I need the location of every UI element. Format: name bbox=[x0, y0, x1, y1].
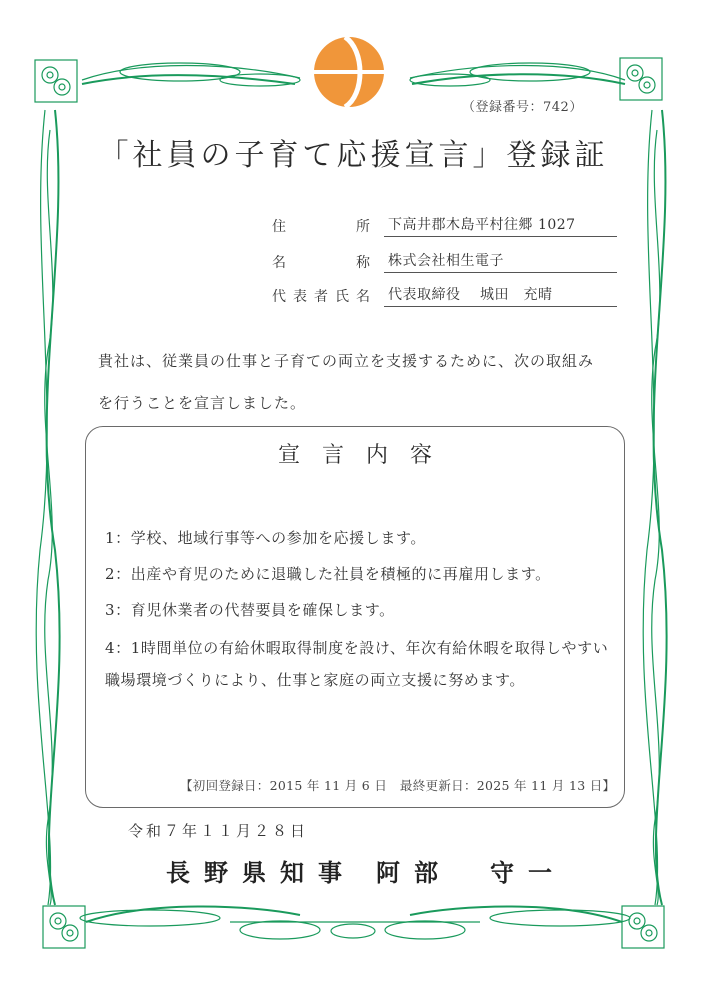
registration-dates: 【初回登録日：2015 年 11 月 6 日 最終更新日：2025 年 11 月 13 日】 bbox=[180, 778, 616, 793]
intro-line-1: 貴社は、従業員の仕事と子育ての両立を支援するために、次の取組み bbox=[98, 352, 595, 370]
field-address-value: 下高井郡木島平村往郷 1027 bbox=[384, 212, 617, 237]
corner-ornament-top-right-icon bbox=[620, 58, 662, 100]
declaration-heading: 宣言内容 bbox=[277, 443, 454, 468]
left-braid-icon bbox=[36, 110, 59, 905]
declaration-item: 2：出産や育児のために退職した社員を積極的に再雇用します。 bbox=[105, 565, 551, 583]
registration-number: （登録番号：742） bbox=[462, 100, 583, 115]
issuer-title: 長野県知事 bbox=[166, 858, 356, 887]
intro-line-2: を行うことを宣言しました。 bbox=[98, 394, 307, 412]
declaration-items bbox=[105, 526, 625, 707]
corner-ornament-bottom-right-icon bbox=[622, 906, 664, 948]
intro-paragraph bbox=[98, 340, 638, 424]
declaration-item: 3：育児休業者の代替要員を確保します。 bbox=[105, 601, 395, 619]
issuer-name: 阿部 守一 bbox=[376, 858, 566, 887]
field-company-name-value: 株式会社相生電子 bbox=[384, 248, 617, 273]
issue-date: 令和７年１１月２８日 bbox=[128, 822, 309, 840]
certificate-title: 「社員の子育て応援宣言」登録証 bbox=[98, 138, 609, 173]
field-address bbox=[272, 212, 617, 238]
field-company-name bbox=[272, 248, 617, 274]
right-braid-icon bbox=[643, 110, 666, 905]
field-representative bbox=[272, 282, 617, 308]
issuer-signature bbox=[166, 853, 566, 888]
field-company-name-label: 名 称 bbox=[272, 255, 370, 271]
declaration-item: 1：学校、地域行事等への参加を応援します。 bbox=[105, 529, 426, 547]
field-representative-label: 代 表 者 氏 名 bbox=[272, 289, 370, 305]
logo-emblem-icon bbox=[312, 37, 388, 107]
corner-ornament-bottom-left-icon bbox=[43, 906, 85, 948]
corner-ornament-top-left-icon bbox=[35, 60, 77, 102]
bottom-flourish-icon bbox=[80, 906, 630, 939]
declaration-item: 4：1時間単位の有給休暇取得制度を設け、年次有給休暇を取得しやすい職場環境づくりにより、仕事と家庭の両立支援に努めます。 bbox=[105, 639, 609, 689]
field-representative-value: 代表取締役 城田 充晴 bbox=[384, 282, 617, 307]
field-address-label: 住 所 bbox=[272, 219, 370, 235]
